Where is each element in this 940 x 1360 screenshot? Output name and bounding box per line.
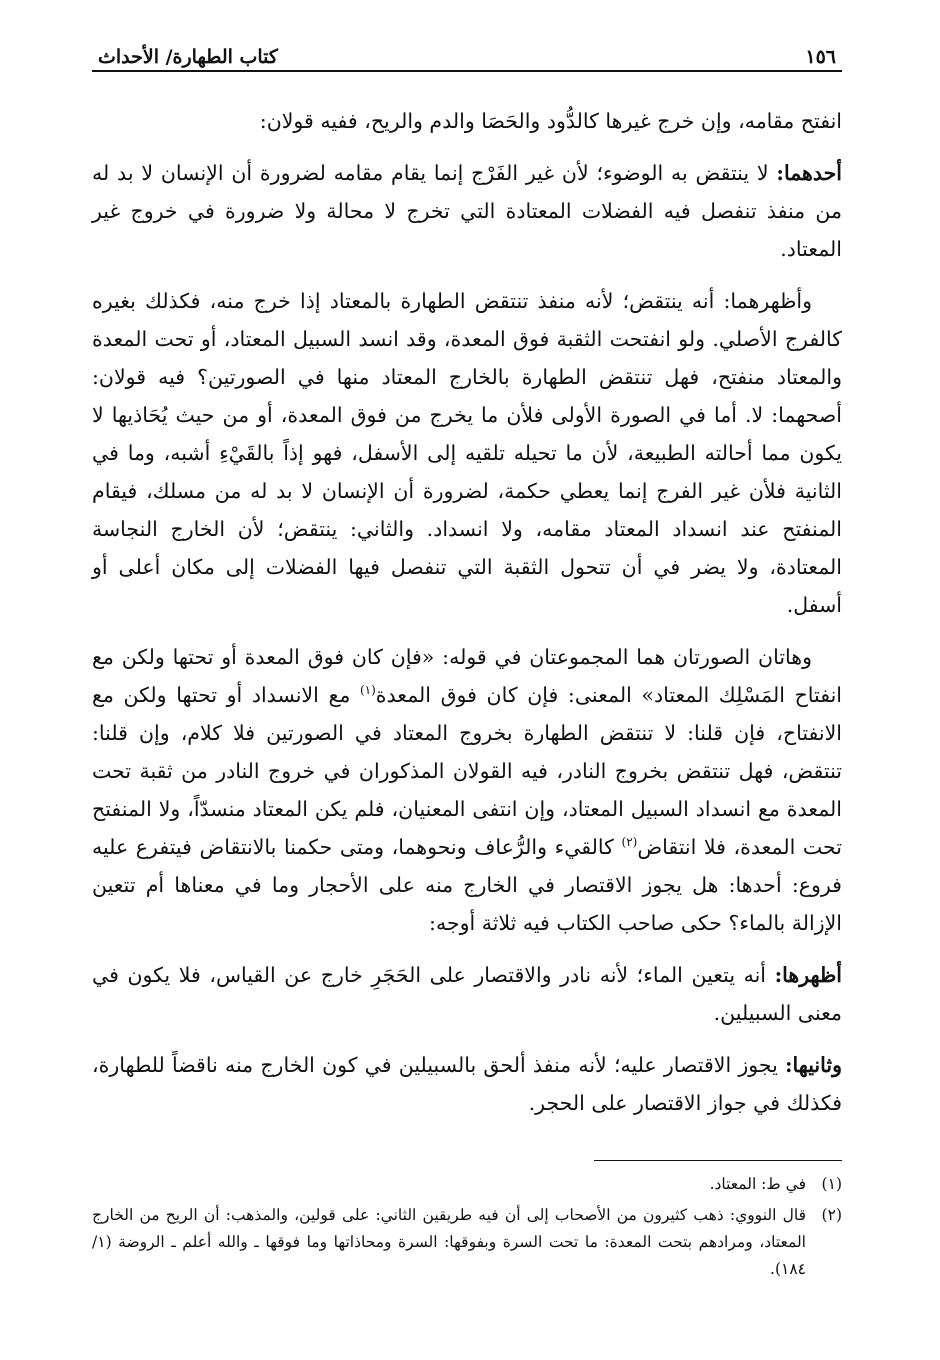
paragraph-text: وهاتان الصورتان هما المجموعتان في قوله: «فإن كان فوق المعدة أو تحتها ولكن مع انفتاح المَسْلِك المعتاد» المعنى: فإن كان فوق المعدة: [92, 645, 843, 707]
paragraph-text: انفتح مقامه، وإن خرج غيرها كالدُّود والحَصَا والدم والريح، ففيه قولان:: [259, 109, 842, 133]
paragraph-lead: وثانيها:: [784, 1053, 842, 1077]
page-number: ١٥٦: [805, 46, 836, 68]
paragraph-text: كالقيء والرُّعاف ونحوهما، ومتى حكمنا بالانتقاض فيتفرع عليه فروع: أحدها: هل يجوز الاقتصار في الخارج منه على الأحجار وما في معناها أم تتعين الإزالة بالماء؟ حكى صاحب الكتاب فيه ثلاثة أوجه:: [92, 835, 842, 935]
paragraph-text: وأظهرهما: أنه ينتقض؛ لأنه منفذ تنتقض الطهارة بالمعتاد إذا خرج منه، فكذلك بغيره كالفرج الأصلي. ولو انفتحت الثقبة فوق المعدة، وقد انسد السبيل المعتاد، أو تحت المعدة والمعتاد منفتح، فهل تنتقض الطهارة بالخارج المعتاد منها في الصورتين؟ فيه قولان: أصحهما: لا. أما في الصورة الأولى فلأن ما يخرج من فوق المعدة، أو من حيث يُحَاذيها لا يكون مما أحالته الطبيعة، لأن ما تحيله تلقيه إلى الأسفل، فهو إذاً بالقَيْءِ أشبه، وما في الثانية فلأن غير الفرج إنما يعطي حكمة، لضرورة أن الإنسان لا بد له من مسلك، فيقام المنفتح عند انسداد المعتاد مقامه، ولا انسداد. والثاني: ينتقض؛ لأن الخارج النجاسة المعتادة، ولا يضر في أن تتحول الثقبة التي تنفصل فيها الفضلات إلى مكان أعلى أو أسفل.: [92, 289, 842, 617]
footnote-ref[interactable]: (١): [359, 683, 376, 698]
paragraph: [92, 102, 842, 140]
footnote-number: (١): [821, 1175, 842, 1193]
paragraph-text: يجوز الاقتصار عليه؛ لأنه منفذ ألحق بالسبيلين في كون الخارج منه ناقضاً للطهارة، فكذلك في جواز الاقتصار على الحجر.: [92, 1053, 842, 1115]
page-header: [92, 38, 842, 72]
paragraph: [92, 1046, 842, 1122]
footnote: [92, 1202, 842, 1283]
footnote-text: في ط: المعتاد.: [709, 1175, 806, 1193]
paragraph: [92, 282, 842, 624]
running-title: كتاب الطهارة/ الأحداث: [98, 46, 278, 68]
paragraph-lead: أظهرها:: [774, 963, 842, 987]
footnote-divider: [594, 1160, 842, 1161]
footnote-number: (٢): [821, 1206, 842, 1224]
paragraph-lead: أحدهما:: [776, 161, 842, 185]
footnote-ref[interactable]: (٢): [621, 835, 638, 850]
paragraph: [92, 154, 842, 268]
paragraph: [92, 956, 842, 1032]
footnotes: [92, 1171, 842, 1283]
paragraph-text: لا ينتقض به الوضوء؛ لأن غير الفَرْج إنما يقام مقامه لضرورة أن الإنسان لا بد له من منفذ تنفصل فيه الفضلات المعتادة التي تخرج لا محالة ولا ضرورة في خروج غير المعتاد.: [92, 161, 842, 261]
footnote: [92, 1171, 842, 1198]
paragraph-text: مع الانسداد أو تحتها ولكن مع الانفتاح، فإن قلنا: لا تنتقض الطهارة بخروج المعتاد في الصورتين فلا كلام، وإن قلنا: تنتقض، فهل تنتقض بخروج النادر، فيه القولان المذكوران في خروج النادر من ثقبة تحت المعدة مع انسداد السبيل المعتاد، وإن انتفى المعنيان، فلم يكن المعتاد منسدّاً، ولا المنفتح تحت المعدة، فلا انتقاض: [92, 683, 842, 859]
paragraph-text: أنه يتعين الماء؛ لأنه نادر والاقتصار على الحَجَرِ خارج عن القياس، فلا يكون في معنى السبيلين.: [92, 963, 842, 1025]
main-text: [92, 102, 842, 1122]
footnote-text: قال النووي: ذهب كثيرون من الأصحاب إلى أن فيه طريقين الثاني: على قولين، والمذهب: أن الريح من الخارج المعتاد، ومرادهم بتحت المعدة: ما تحت السرة وبفوقها: السرة ومحاذاتها وما فوقها ـ والله أعلم ـ الروضة (١/ ١٨٤).: [92, 1206, 806, 1278]
paragraph: [92, 638, 842, 942]
